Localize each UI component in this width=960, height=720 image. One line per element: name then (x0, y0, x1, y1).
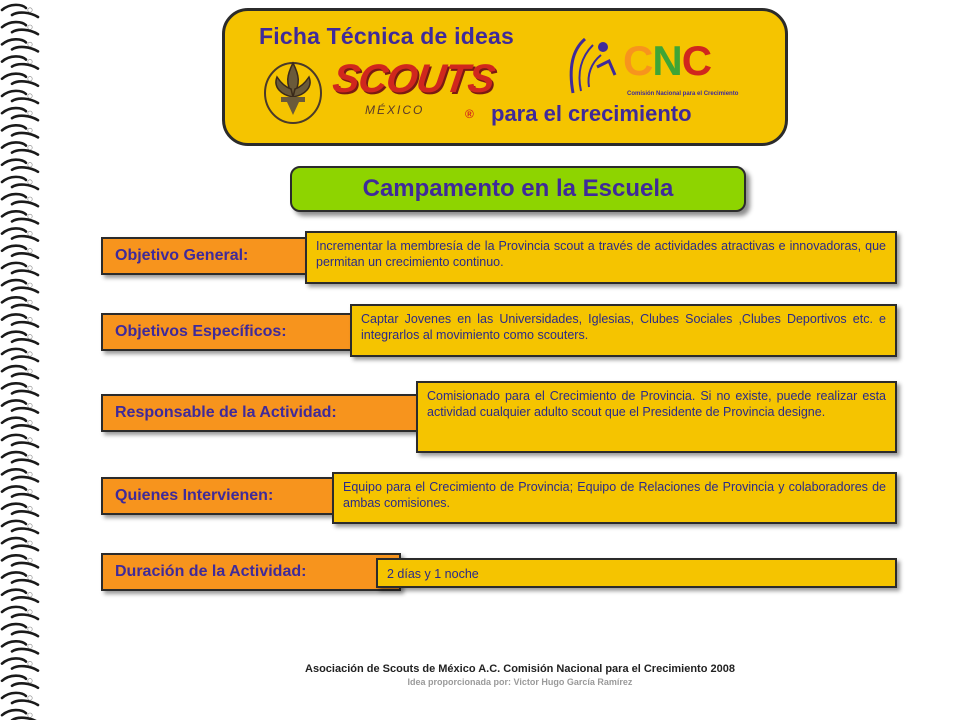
fleur-de-lis-icon (261, 53, 325, 127)
page-title: Campamento en la Escuela (290, 166, 746, 212)
label-quienes-intervienen: Quienes Intervienen: (101, 477, 341, 515)
cnc-logo-text: CNC (623, 37, 712, 84)
spiral-binding-icon (0, 0, 46, 720)
cnc-logo-sub: Comisión Nacional para el Crecimiento (627, 91, 739, 97)
content-duracion-actividad: 2 días y 1 noche (376, 558, 897, 588)
content-objetivos-especificos: Captar Jovenes en las Universidades, Iglesias, Clubes Sociales ,Clubes Deportivos etc. e integrarlos al movimiento como scouters. (350, 304, 897, 357)
content-quienes-intervienen: Equipo para el Crecimiento de Provincia; Equipo de Relaciones de Provincia y colaboradores de ambas comisiones. (332, 472, 897, 524)
label-objetivos-especificos: Objetivos Específicos: (101, 313, 357, 351)
scouts-logo-text: SCOUTS (329, 57, 497, 101)
content-objetivo-general: Incrementar la membresía de la Provincia scout a través de actividades atractivas e innovadoras, que permitan un crecimiento continuo. (305, 231, 897, 284)
footer-organization: Asociación de Scouts de México A.C. Comisión Nacional para el Crecimiento 2008 (305, 663, 735, 675)
banner-subtitle: para el crecimiento (491, 101, 692, 126)
footer-credit: Idea proporcionada por: Victor Hugo García Ramírez (407, 677, 633, 687)
content-responsable-actividad: Comisionado para el Crecimiento de Provincia. Si no existe, puede realizar esta actividad cualquier adulto scout que el Presidente de Provincia designe. (416, 381, 897, 453)
label-objetivo-general: Objetivo General: (101, 237, 311, 275)
label-responsable-actividad: Responsable de la Actividad: (101, 394, 421, 432)
scouts-logo-sub: MÉXICO (365, 103, 425, 117)
header-banner (222, 8, 788, 146)
label-duracion-actividad: Duración de la Actividad: (101, 553, 401, 591)
banner-title: Ficha Técnica de ideas (259, 23, 514, 49)
registered-mark: ® (465, 107, 474, 121)
cnc-figure-icon (563, 31, 623, 101)
